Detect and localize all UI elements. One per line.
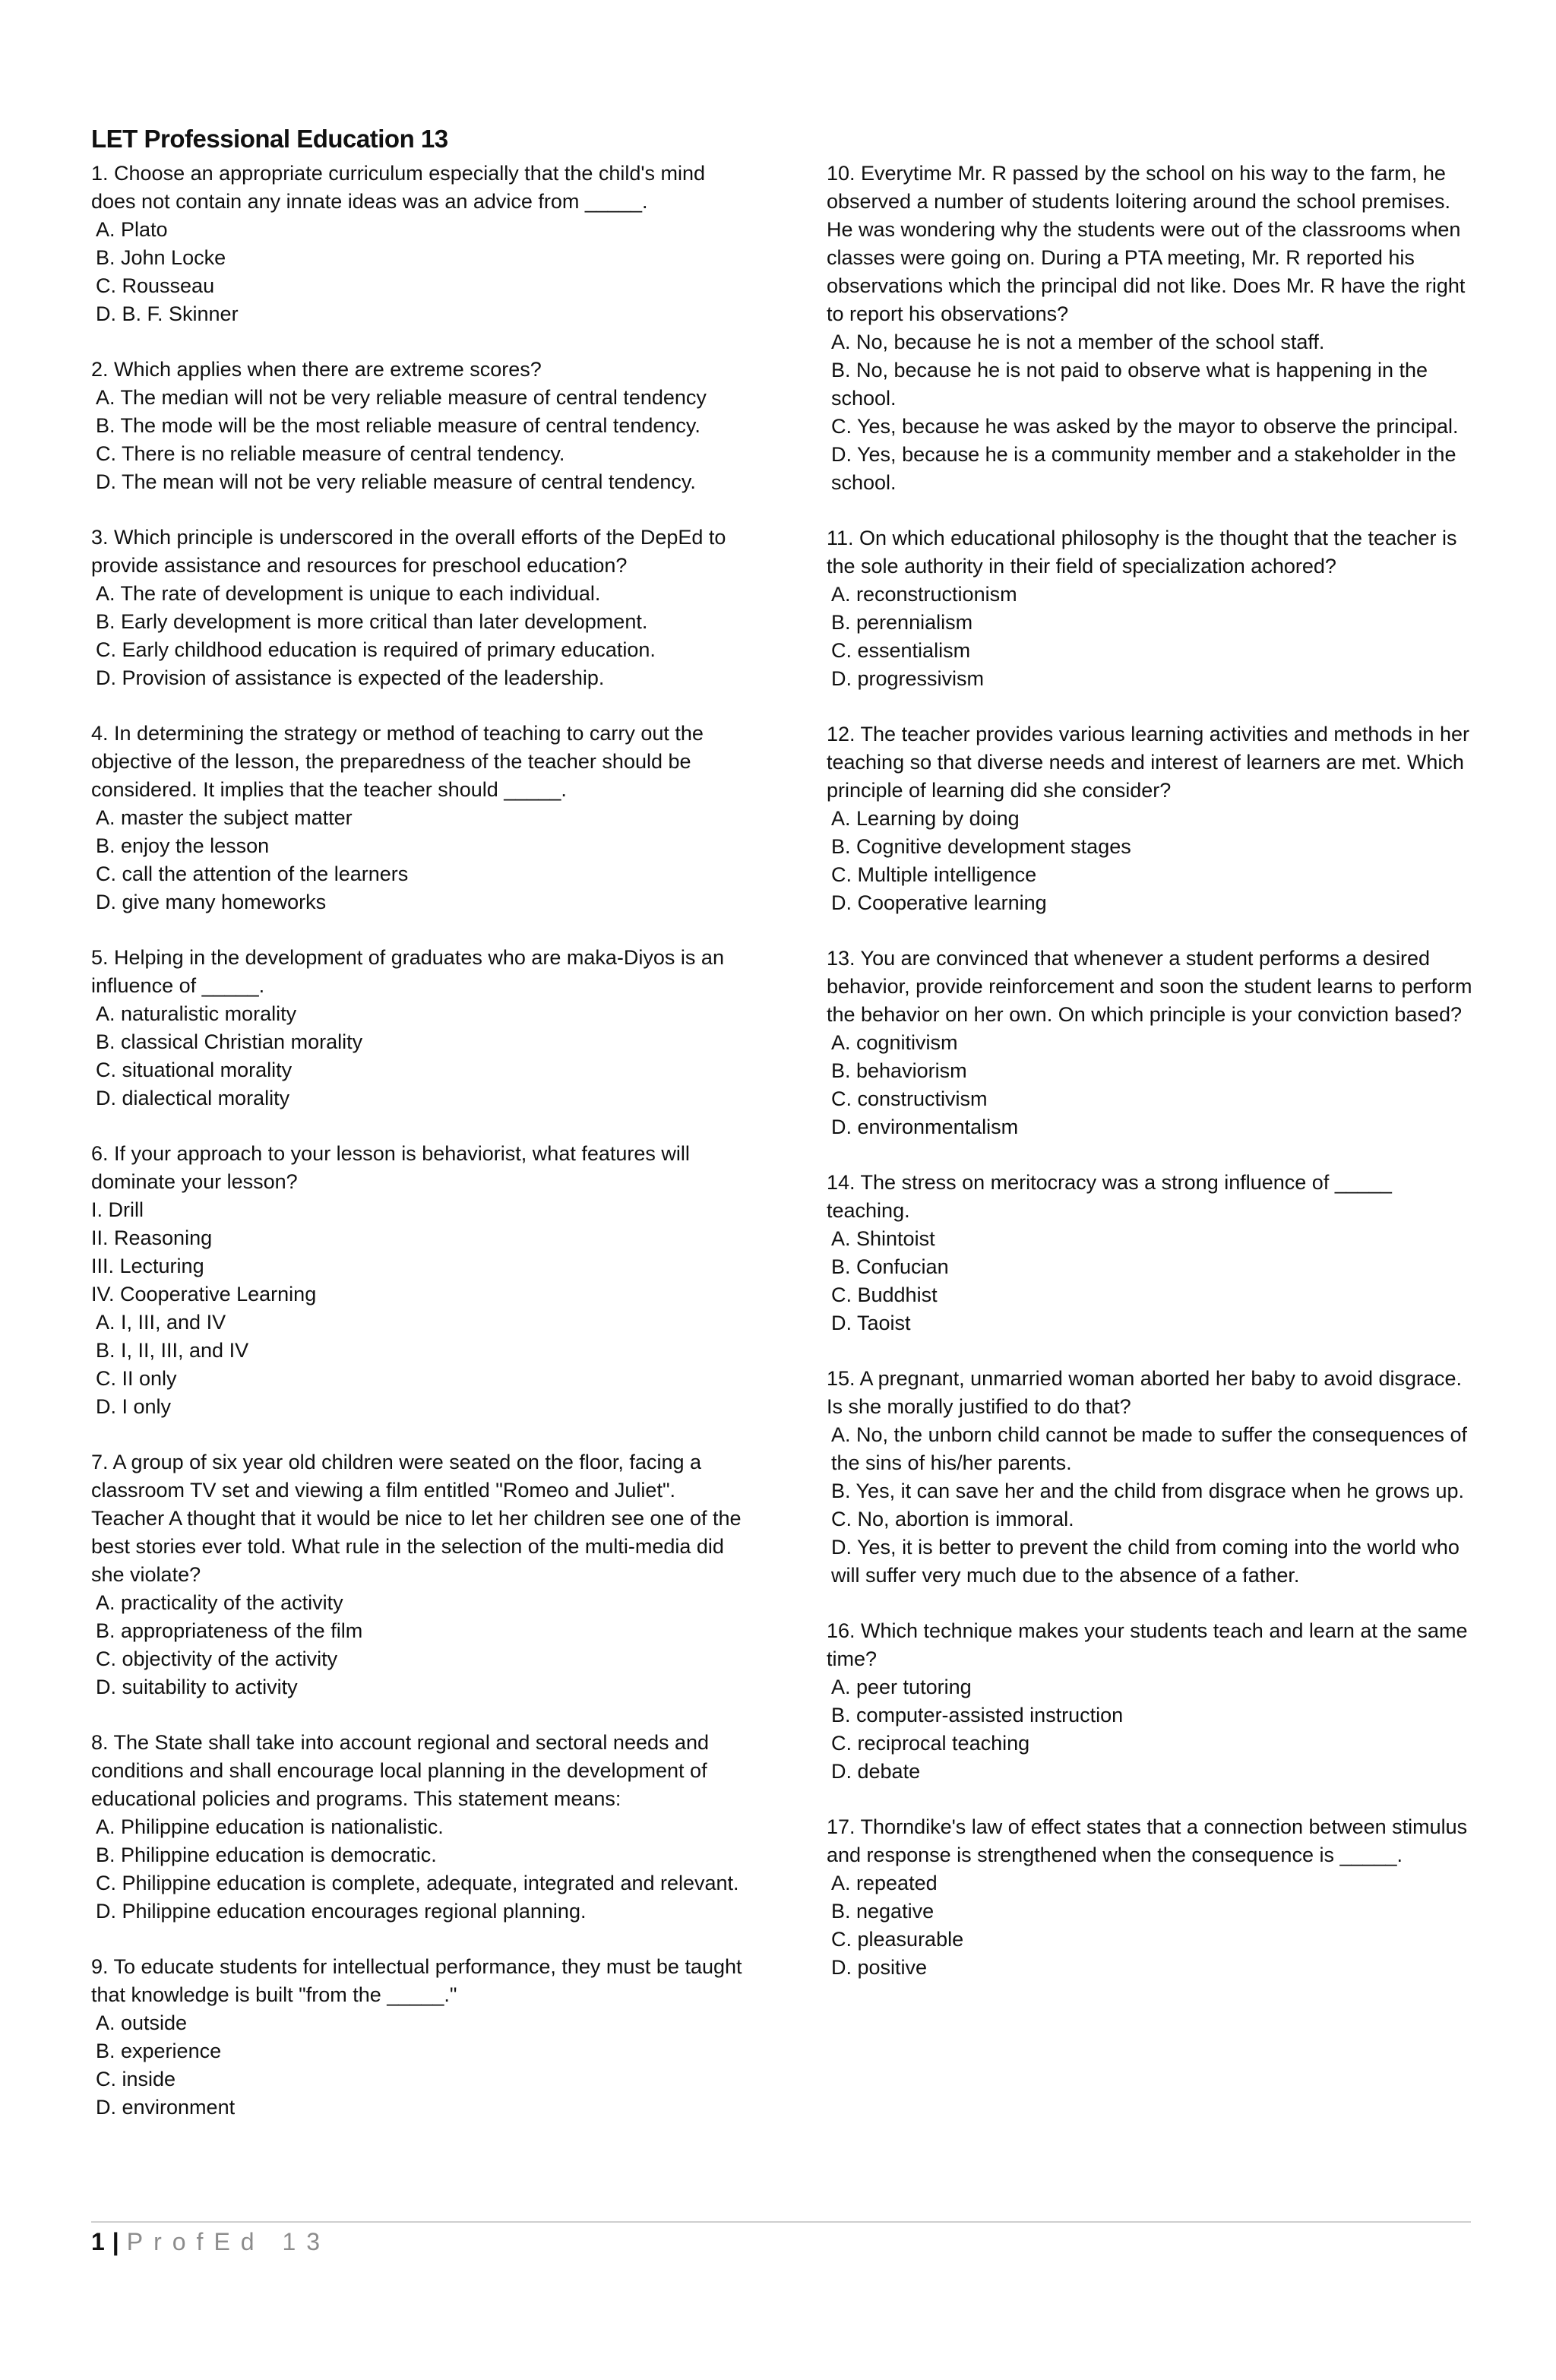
answer-option: C. No, abortion is immoral. bbox=[831, 1508, 1074, 1530]
answer-option: D. Cooperative learning bbox=[831, 891, 1047, 914]
answer-option: B. experience bbox=[96, 2040, 222, 2062]
page-number: 1 bbox=[91, 2228, 105, 2255]
answer-option: A. The rate of development is unique to each individual. bbox=[96, 582, 601, 605]
answer-option: D. positive bbox=[831, 1956, 928, 1979]
question-stem: 15. A pregnant, unmarried woman aborted her baby to avoid disgrace. Is she morally justified to do that? bbox=[827, 1367, 1463, 1418]
answer-option: A. cognitivism bbox=[831, 1031, 958, 1054]
question-stem: 10. Everytime Mr. R passed by the school on his way to the farm, he observed a number of students loitering around the school premises. He was wondering why the students were out of the classrooms when classes were going on. During a PTA meeting, Mr. R reported his observations which the principal did not like. Does Mr. R have the right to report his observations? bbox=[827, 162, 1466, 325]
question-5 bbox=[91, 944, 745, 1112]
question-stem: 1. Choose an appropriate curriculum especially that the child's mind does not contain any innate ideas was an advice from _____. bbox=[91, 162, 706, 213]
answer-option: A. The median will not be very reliable measure of central tendency bbox=[96, 386, 707, 409]
footer-separator: | bbox=[112, 2228, 119, 2255]
answer-option: D. Taoist bbox=[831, 1312, 911, 1334]
answer-option: D. suitability to activity bbox=[96, 1676, 298, 1698]
answer-option: C. Philippine education is complete, adequate, integrated and relevant. bbox=[96, 1872, 739, 1894]
question-4 bbox=[91, 720, 745, 916]
answer-option: C. Multiple intelligence bbox=[831, 863, 1037, 886]
question-7 bbox=[91, 1448, 745, 1701]
answer-option: C. Buddhist bbox=[831, 1283, 938, 1306]
answer-option: B. The mode will be the most reliable measure of central tendency. bbox=[96, 414, 701, 437]
page-footer bbox=[91, 2227, 330, 2257]
question-6 bbox=[91, 1140, 745, 1421]
question-17 bbox=[827, 1813, 1480, 1982]
answer-option: D. Philippine education encourages regional planning. bbox=[96, 1900, 587, 1923]
answer-option: B. Cognitive development stages bbox=[831, 835, 1131, 858]
answer-option: B. appropriateness of the film bbox=[96, 1619, 363, 1642]
answer-option: D. B. F. Skinner bbox=[96, 302, 239, 325]
question-9 bbox=[91, 1953, 745, 2122]
answer-option: D. I only bbox=[96, 1395, 172, 1418]
answer-option: D. The mean will not be very reliable measure of central tendency. bbox=[96, 470, 696, 493]
answer-option: B. Yes, it can save her and the child from disgrace when he grows up. bbox=[831, 1480, 1464, 1502]
question-stem: 11. On which educational philosophy is the thought that the teacher is the sole authority in their field of specialization achored? bbox=[827, 527, 1457, 578]
answer-option: B. No, because he is not paid to observe what is happening in the school. bbox=[831, 359, 1428, 410]
answer-option: B. classical Christian morality bbox=[96, 1030, 363, 1053]
answer-option: C. Yes, because he was asked by the mayor to observe the principal. bbox=[831, 415, 1459, 438]
question-stem: 12. The teacher provides various learning activities and methods in her teaching so that diverse needs and interest of learners are met. Which principle of learning did she consider? bbox=[827, 723, 1469, 802]
question-stem: 14. The stress on meritocracy was a strong influence of _____ teaching. bbox=[827, 1171, 1392, 1222]
answer-option: A. No, because he is not a member of the school staff. bbox=[831, 331, 1325, 353]
answer-option: A. repeated bbox=[831, 1872, 938, 1894]
answer-option: C. situational morality bbox=[96, 1059, 293, 1081]
answer-option: C. There is no reliable measure of central tendency. bbox=[96, 442, 565, 465]
answer-option: B. negative bbox=[831, 1900, 935, 1923]
question-stem: 2. Which applies when there are extreme scores? bbox=[91, 358, 542, 381]
answer-option: A. master the subject matter bbox=[96, 806, 353, 829]
answer-option: B. John Locke bbox=[96, 246, 226, 269]
left-column bbox=[91, 160, 745, 2149]
answer-option: D. debate bbox=[831, 1760, 921, 1783]
answer-option: D. progressivism bbox=[831, 667, 985, 690]
answer-option: C. inside bbox=[96, 2068, 176, 2090]
answer-option: C. objectivity of the activity bbox=[96, 1647, 338, 1670]
question-subitem: II. Reasoning bbox=[91, 1226, 213, 1249]
question-12 bbox=[827, 720, 1480, 917]
question-2 bbox=[91, 356, 745, 496]
footer-divider bbox=[91, 2221, 1471, 2223]
question-15 bbox=[827, 1365, 1480, 1590]
question-1 bbox=[91, 160, 745, 328]
question-13 bbox=[827, 945, 1480, 1141]
answer-option: D. environment bbox=[96, 2096, 236, 2119]
answer-option: A. Shintoist bbox=[831, 1227, 935, 1250]
answer-option: C. essentialism bbox=[831, 639, 971, 662]
answer-option: B. I, II, III, and IV bbox=[96, 1339, 249, 1362]
question-stem: 3. Which principle is underscored in the overall efforts of the DepEd to provide assistance and resources for preschool education? bbox=[91, 526, 726, 577]
answer-option: D. environmentalism bbox=[831, 1116, 1019, 1138]
answer-option: B. Early development is more critical than later development. bbox=[96, 610, 648, 633]
answer-option: D. Yes, because he is a community member and a stakeholder in the school. bbox=[831, 443, 1456, 494]
answer-option: D. Yes, it is better to prevent the child from coming into the world who will suffer very much due to the absence of a father. bbox=[831, 1536, 1460, 1587]
question-stem: 8. The State shall take into account regional and sectoral needs and conditions and shall encourage local planning in the development of educational policies and programs. This statement means: bbox=[91, 1731, 710, 1810]
answer-option: B. Philippine education is democratic. bbox=[96, 1844, 437, 1866]
answer-option: D. give many homeworks bbox=[96, 891, 327, 913]
answer-option: A. peer tutoring bbox=[831, 1676, 972, 1698]
answer-option: C. reciprocal teaching bbox=[831, 1732, 1030, 1755]
answer-option: A. Philippine education is nationalistic. bbox=[96, 1815, 444, 1838]
question-stem: 17. Thorndike's law of effect states that a connection between stimulus and response is strengthened when the consequence is _____. bbox=[827, 1815, 1468, 1866]
answer-option: A. reconstructionism bbox=[831, 583, 1017, 606]
footer-label: ProfEd 13 bbox=[126, 2228, 331, 2255]
question-16 bbox=[827, 1617, 1480, 1786]
answer-option: A. Learning by doing bbox=[831, 807, 1020, 830]
answer-option: A. practicality of the activity bbox=[96, 1591, 343, 1614]
answer-option: A. Plato bbox=[96, 218, 168, 241]
question-stem: 5. Helping in the development of graduates who are maka-Diyos is an influence of _____. bbox=[91, 946, 724, 997]
question-stem: 7. A group of six year old children were seated on the floor, facing a classroom TV set and viewing a film entitled "Romeo and Juliet". Teacher A thought that it would be nice to let her children see one of the best stories ever told. What rule in the selection of the multi-media did she violate? bbox=[91, 1451, 742, 1586]
question-8 bbox=[91, 1729, 745, 1926]
answer-option: C. call the attention of the learners bbox=[96, 862, 409, 885]
question-subitem: I. Drill bbox=[91, 1198, 144, 1221]
question-stem: 4. In determining the strategy or method of teaching to carry out the objective of the lesson, the preparedness of the teacher should be considered. It implies that the teacher should _____. bbox=[91, 722, 704, 801]
answer-option: A. I, III, and IV bbox=[96, 1311, 226, 1334]
answer-option: B. behaviorism bbox=[831, 1059, 967, 1082]
answer-option: D. dialectical morality bbox=[96, 1087, 290, 1109]
answer-option: C. constructivism bbox=[831, 1087, 988, 1110]
answer-option: C. Early childhood education is required of primary education. bbox=[96, 638, 656, 661]
question-3 bbox=[91, 524, 745, 692]
answer-option: A. No, the unborn child cannot be made to suffer the consequences of the sins of his/her parents. bbox=[831, 1423, 1468, 1474]
answer-option: A. outside bbox=[96, 2011, 188, 2034]
question-11 bbox=[827, 524, 1480, 693]
question-stem: 6. If your approach to your lesson is behaviorist, what features will dominate your lesson? bbox=[91, 1142, 690, 1193]
document-title: LET Professional Education 13 bbox=[91, 125, 448, 153]
right-column bbox=[827, 160, 1480, 2009]
answer-option: B. Confucian bbox=[831, 1255, 949, 1278]
question-stem: 13. You are convinced that whenever a student performs a desired behavior, provide reinforcement and soon the student learns to perform the behavior on her own. On which principle is your conviction based? bbox=[827, 947, 1472, 1026]
question-stem: 9. To educate students for intellectual performance, they must be taught that knowledge is built "from the _____." bbox=[91, 1955, 742, 2006]
answer-option: B. enjoy the lesson bbox=[96, 834, 270, 857]
answer-option: A. naturalistic morality bbox=[96, 1002, 297, 1025]
question-subitem: III. Lecturing bbox=[91, 1255, 204, 1277]
question-10 bbox=[827, 160, 1480, 497]
answer-option: B. perennialism bbox=[831, 611, 973, 634]
answer-option: C. Rousseau bbox=[96, 274, 215, 297]
question-subitem: IV. Cooperative Learning bbox=[91, 1283, 317, 1306]
question-14 bbox=[827, 1169, 1480, 1337]
answer-option: C. pleasurable bbox=[831, 1928, 964, 1951]
answer-option: B. computer-assisted instruction bbox=[831, 1704, 1124, 1726]
answer-option: C. II only bbox=[96, 1367, 177, 1390]
answer-option: D. Provision of assistance is expected of the leadership. bbox=[96, 666, 605, 689]
question-stem: 16. Which technique makes your students teach and learn at the same time? bbox=[827, 1619, 1468, 1670]
